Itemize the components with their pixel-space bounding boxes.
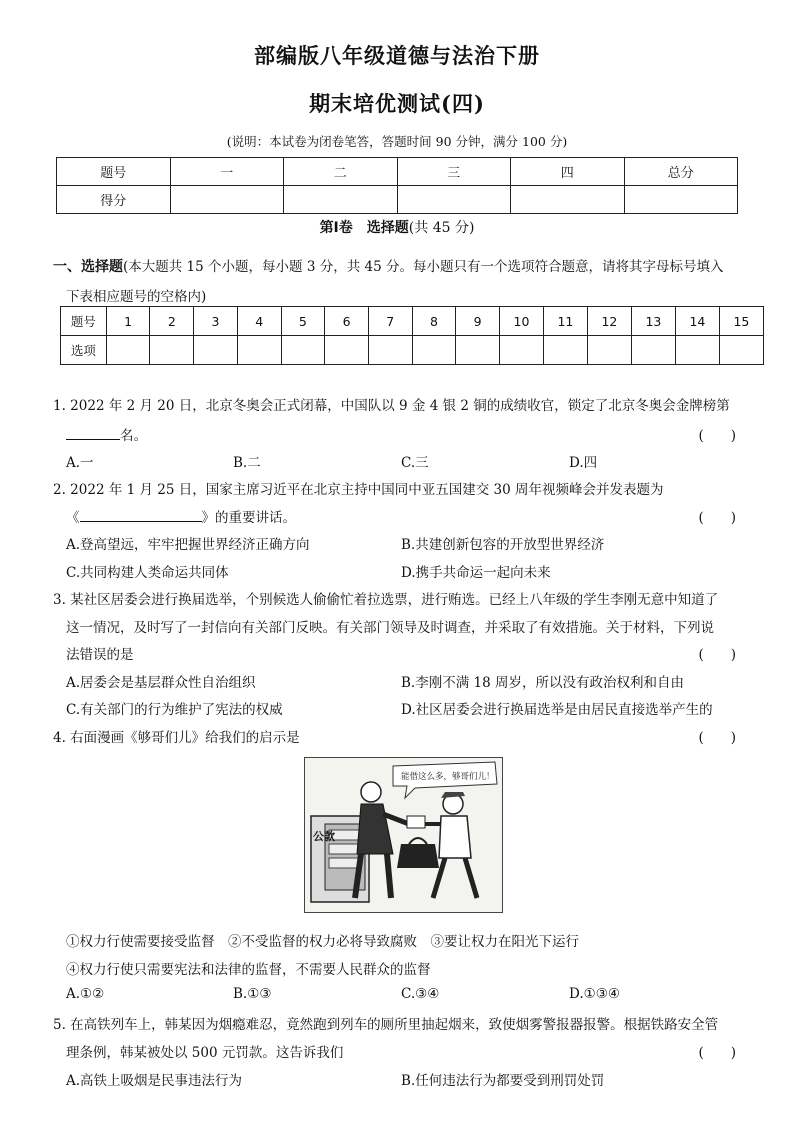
answer-input-cell[interactable] [412,336,456,365]
document-subtitle: 期末培优测试(四) [309,91,485,116]
answer-blank[interactable] [80,507,202,522]
answer-blank[interactable] [66,425,120,440]
question-4-statements-1: ①权力行使需要接受监督 ②不受监督的权力必将导致腐败 ③要让权力在阳光下运行 [66,934,579,950]
answer-paren: ( ) [698,1045,736,1061]
score-input-cell[interactable] [284,186,398,214]
table-cell: 总分 [624,158,738,186]
table-cell: 4 [237,307,281,336]
answer-input-cell[interactable] [194,336,238,365]
answer-paren: ( ) [698,428,736,444]
table-cell: 2 [150,307,194,336]
table-cell: 7 [368,307,412,336]
option-d: D.携手共命运一起向未来 [401,565,551,581]
option-b: B.共建创新包容的开放型世界经济 [401,537,605,553]
table-row [57,186,738,214]
option-c: C.三 [401,455,429,471]
table-row [61,307,764,336]
option-c: C.有关部门的行为维护了宪法的权威 [66,702,283,718]
question-3-line-1: 3. 某社区居委会进行换届选举，个别候选人偷偷忙着拉选票，进行贿选。已经上八年级的学生李刚无意中知道了 [53,592,719,608]
option-d: D.社区居委会进行换届选举是由居民直接选举产生的 [401,702,713,718]
option-b: B.李刚不满 18 周岁，所以没有政治权利和自由 [401,675,684,691]
score-input-cell[interactable] [511,186,625,214]
option-b: B.二 [233,455,261,471]
question-1-tail [66,424,147,444]
option-d: D.①③④ [569,986,620,1002]
table-cell: 6 [325,307,369,336]
part-heading-bold: 第Ⅰ卷 选择题 [319,220,409,236]
option-a: A.登高望远，牢牢把握世界经济正确方向 [66,537,310,553]
table-cell: 11 [543,307,587,336]
table-cell: 题号 [61,307,107,336]
answer-input-cell[interactable] [150,336,194,365]
table-cell: 8 [412,307,456,336]
section-instructions-text-2: 下表相应题号的空格内) [66,289,207,305]
option-c: C.共同构建人类命运共同体 [66,565,229,581]
option-b: B.任何违法行为都要受到刑罚处罚 [401,1073,605,1089]
table-cell: 得分 [57,186,171,214]
answer-paren: ( ) [698,510,736,526]
table-cell: 13 [631,307,675,336]
answer-input-cell[interactable] [106,336,150,365]
option-d: D.四 [569,455,598,471]
table-cell: 选项 [61,336,107,365]
score-input-cell[interactable] [397,186,511,214]
table-row [57,158,738,186]
option-b: B.①③ [233,986,272,1002]
question-5-line-2: 理条例，韩某被处以 500 元罚款。这告诉我们 [66,1045,344,1061]
option-a: A.居委会是基层群众性自治组织 [66,675,256,691]
table-cell: 14 [675,307,719,336]
cartoon-image [304,757,503,913]
question-2-pre: 《 [66,510,80,526]
question-3-line-3: 法错误的是 [66,647,134,663]
option-a: A.一 [66,455,94,471]
answer-input-cell[interactable] [675,336,719,365]
question-4-stem: 4. 右面漫画《够哥们儿》给我们的启示是 [53,730,300,746]
part-heading-rest: (共 45 分) [408,220,475,236]
table-cell: 12 [587,307,631,336]
exam-note: (说明：本试卷为闭卷笔答，答题时间 90 分钟，满分 100 分) [226,134,568,149]
score-input-cell[interactable] [624,186,738,214]
option-a: A.①② [66,986,105,1002]
score-table [56,157,738,214]
answer-input-cell[interactable] [719,336,763,365]
answer-input-cell[interactable] [499,336,543,365]
option-c: C.③④ [401,986,440,1002]
section-instructions [53,252,743,312]
question-1-tail-text: 名。 [120,428,147,444]
question-2-tail [66,506,296,526]
question-5-line-1: 5. 在高铁列车上，韩某因为烟瘾难忍，竟然跑到列车的厕所里抽起烟来，致使烟雾警报器报警。根据铁路安全管 [53,1017,719,1033]
section-instructions-text: (本大题共 15 个小题，每小题 3 分，共 45 分。每小题只有一个选项符合题意，请将其字母标号填入 [123,259,724,275]
score-input-cell[interactable] [170,186,284,214]
question-4-statements-2: ④权力行使只需要宪法和法律的监督，不需要人民群众的监督 [66,962,431,978]
table-cell: 二 [284,158,398,186]
answer-table [60,306,764,365]
question-2-stem: 2. 2022 年 1 月 25 日，国家主席习近平在北京主持中国同中亚五国建交 30 周年视频峰会并发表题为 [53,482,664,498]
answer-input-cell[interactable] [543,336,587,365]
answer-paren: ( ) [698,730,736,746]
part-heading [0,217,794,237]
table-cell: 1 [106,307,150,336]
document-title: 部编版八年级道德与法治下册 [254,43,540,68]
table-cell: 9 [456,307,500,336]
answer-input-cell[interactable] [587,336,631,365]
question-1-stem: 1. 2022 年 2 月 20 日，北京冬奥会正式闭幕，中国队以 9 金 4 银 2 铜的成绩收官，锁定了北京冬奥会金牌榜第 [53,398,730,414]
table-row [61,336,764,365]
table-cell: 5 [281,307,325,336]
answer-paren: ( ) [698,647,736,663]
table-cell: 3 [194,307,238,336]
cartoon-label: 公款 [313,830,335,843]
table-cell: 一 [170,158,284,186]
table-cell: 四 [511,158,625,186]
table-cell: 题号 [57,158,171,186]
table-cell: 三 [397,158,511,186]
answer-input-cell[interactable] [237,336,281,365]
cartoon-drawing [305,758,502,912]
answer-input-cell[interactable] [631,336,675,365]
answer-input-cell[interactable] [281,336,325,365]
cartoon-caption: 能借这么多，够哥们儿！ [401,772,495,782]
answer-input-cell[interactable] [456,336,500,365]
question-3-line-2: 这一情况，及时写了一封信向有关部门反映。有关部门领导及时调查，并采取了有效措施。关于材料，下列说 [66,620,714,636]
table-cell: 15 [719,307,763,336]
table-cell: 10 [499,307,543,336]
question-2-post: 》的重要讲话。 [201,510,296,526]
answer-input-cell[interactable] [368,336,412,365]
answer-input-cell[interactable] [325,336,369,365]
option-a: A.高铁上吸烟是民事违法行为 [66,1073,243,1089]
section-heading: 一、选择题 [53,259,123,275]
